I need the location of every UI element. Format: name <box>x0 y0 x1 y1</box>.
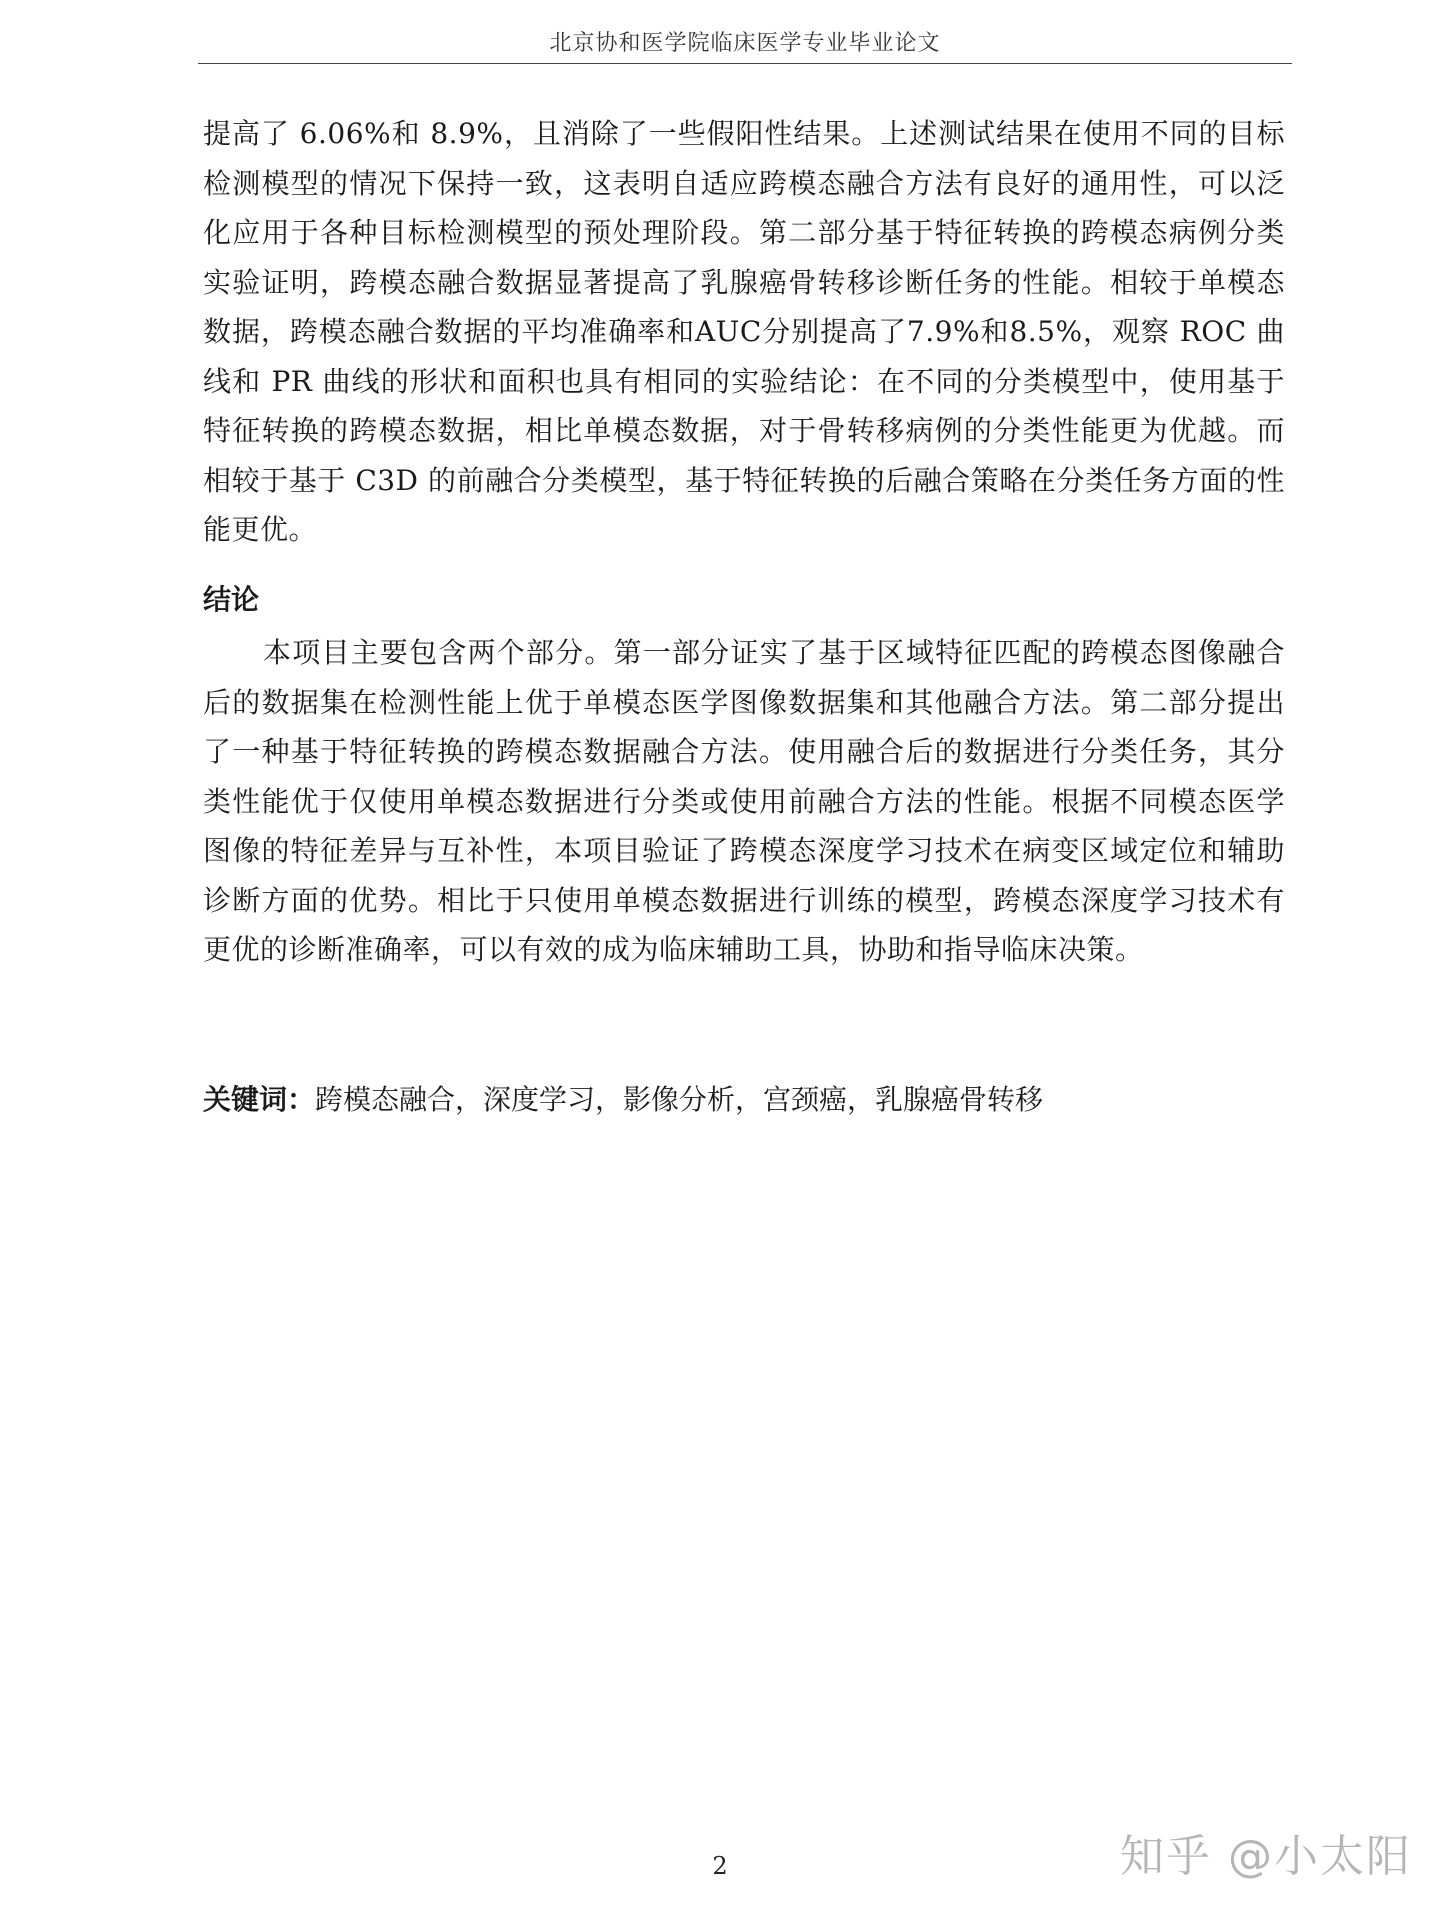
zhihu-watermark: 知乎 @小太阳 <box>1120 1831 1412 1882</box>
results-paragraph: 提高了 6.06%和 8.9%，且消除了一些假阳性结果。上述测试结果在使用不同的目标检测模型的情况下保持一致，这表明自适应跨模态融合方法有良好的通用性，可以泛化应用于各种目标检测模型的预处理阶段。第二部分基于特征转换的跨模态病例分类实验证明，跨模态融合数据显著提高了乳腺癌骨转移诊断任务的性能。相较于单模态数据，跨模态融合数据的平均准确率和AUC分别提高了7.9%和8.5%，观察 ROC 曲线和 PR 曲线的形状和面积也具有相同的实验结论：在不同的分类模型中，使用基于特征转换的跨模态数据，相比单模态数据，对于骨转移病例的分类性能更为优越。而相较于基于 C3D 的前融合分类模型，基于特征转换的后融合策略在分类任务方面的性能更优。 <box>203 117 1285 546</box>
page-number: 2 <box>712 1852 728 1880</box>
keywords-line <box>203 1080 1043 1120</box>
keywords-value: 跨模态融合，深度学习，影像分析，宫颈癌，乳腺癌骨转移 <box>315 1083 1044 1116</box>
keywords-label: 关键词： <box>203 1083 316 1116</box>
conclusion-paragraph: 本项目主要包含两个部分。第一部分证实了基于区域特征匹配的跨模态图像融合后的数据集在检测性能上优于单模态医学图像数据集和其他融合方法。第二部分提出了一种基于特征转换的跨模态数据融合方法。使用融合后的数据进行分类任务，其分类性能优于仅使用单模态数据进行分类或使用前融合方法的性能。根据不同模态医学图像的特征差异与互补性，本项目验证了跨模态深度学习技术在病变区域定位和辅助诊断方面的优势。相比于只使用单模态数据进行训练的模型，跨模态深度学习技术有更优的诊断准确率，可以有效的成为临床辅助工具，协助和指导临床决策。 <box>203 636 1285 966</box>
conclusion-heading: 结论 <box>203 583 260 616</box>
page-header-title: 北京协和医学院临床医学专业毕业论文 <box>549 31 941 56</box>
header-rule <box>198 63 1292 64</box>
